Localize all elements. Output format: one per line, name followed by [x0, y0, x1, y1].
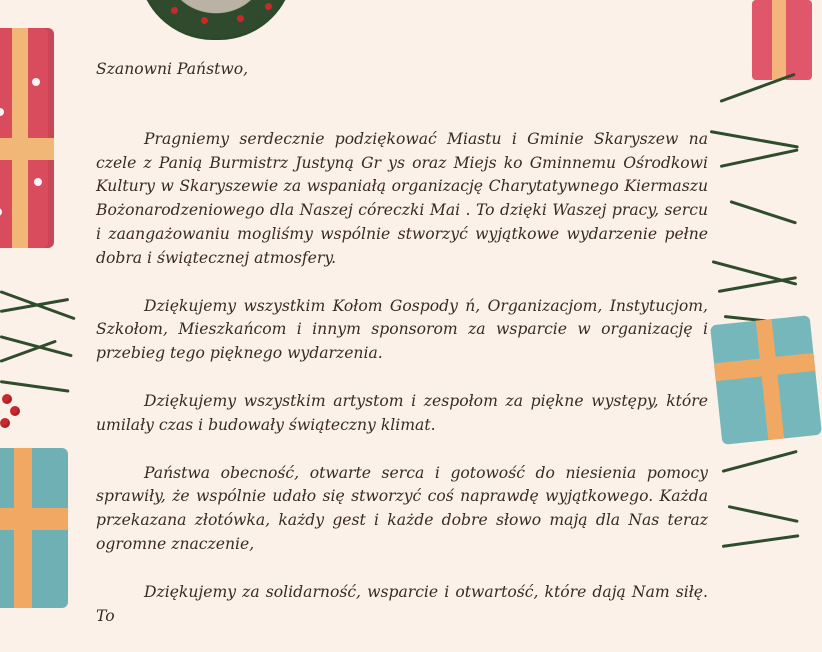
paragraph-thanks-artists: Dziękujemy wszystkim artystom i zespołom za piękne występy, które umilały czas i budowały świąteczny klimat.	[96, 391, 708, 434]
gift-box-icon	[752, 0, 812, 80]
christmas-ornament-icon	[138, 0, 294, 40]
pine-branch-icon	[0, 250, 80, 400]
gift-box-icon	[0, 28, 54, 248]
paragraph-presence: Państwa obecność, otwarte serca i gotowość do niesienia pomocy sprawiły, że wspólnie udało się stworzyć coś naprawdę wyjątkowego. Każda przekazana złotówka, każdy gest i każde dobre słowo mają dla Nas teraz ogromne znaczenie,	[96, 463, 708, 553]
gift-box-icon	[710, 315, 822, 445]
holly-berry-icon	[0, 390, 30, 440]
salutation: Szanowni Państwo,	[96, 60, 249, 78]
paragraph-thanks-sponsors: Dziękujemy wszystkim Kołom Gospody ń, Organizacjom, Instytucjom, Szkołom, Mieszkańcom i innym sponsorom za wsparcie w organizację i przebieg tego pięknego wydarzenia.	[96, 296, 708, 363]
paragraph-thanks-organizers: Pragniemy serdecznie podziękować Miastu i Gminie Skaryszew na czele z Panią Burmistrz Justyną Gr ys oraz Miejs ko Gminnemu Ośrodkowi Kultury w Skaryszewie za wspaniałą organizację Charytatywnego Kiermaszu Bożonarodzeniowego dla Naszej córeczki Mai . To dzięki Waszej pracy, sercu i zaangażowaniu mogliśmy wspólnie stworzyć wyjątkowe wydarzenie pełne dobra i świątecznej atmosfery.	[96, 129, 708, 267]
pine-branch-icon	[710, 70, 800, 230]
pine-branch-icon	[722, 450, 800, 590]
paragraph-solidarity: Dziękujemy za solidarność, wsparcie i otwartość, które dają Nam siłę. To	[96, 582, 708, 625]
letter-body	[96, 58, 708, 652]
gift-box-icon	[0, 448, 68, 608]
